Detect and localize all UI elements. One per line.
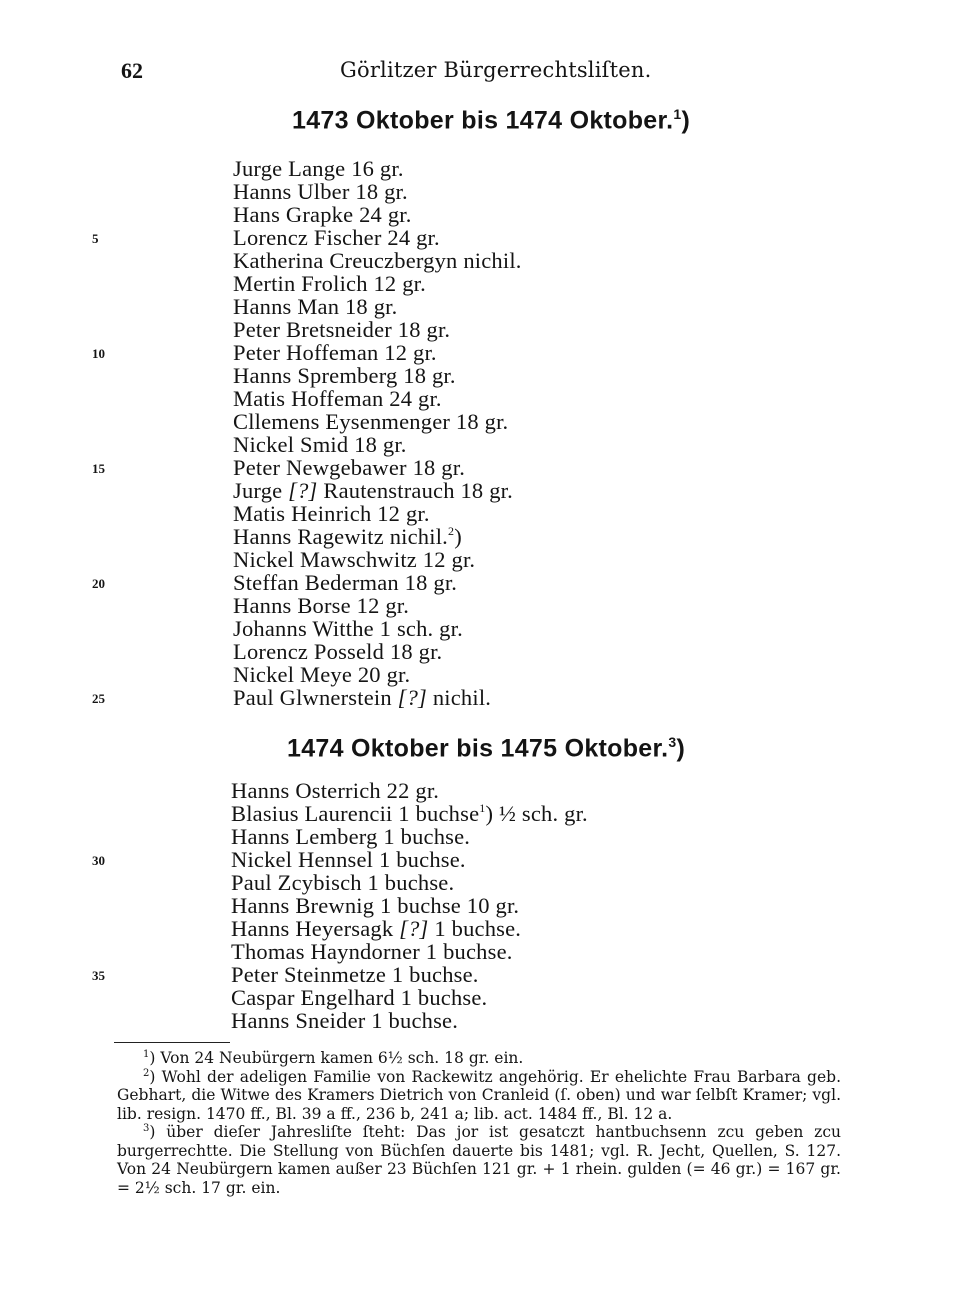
entry-text: Nickel Hennsel 1 buchse. (231, 847, 466, 872)
list-item (233, 387, 522, 410)
entry-text: ) (454, 524, 462, 549)
entry-text: Hanns Osterrich 22 gr. (231, 778, 440, 803)
list-item (233, 318, 522, 341)
list-item (233, 364, 522, 387)
footnotes (117, 1049, 841, 1197)
footnote-text: über dieſer Jahresliſte ſteht: Das jor ist gesatczt hantbuchsenn zcu geben zcu burgerrechtte. Die Stellung von Büchſen dauerte bis 1481; vgl. R. Jecht, Quellen, S. 127. Von 24 Neubürgern kamen außer 23 Büchſen 121 gr. + 1 rhein. gulden (= 46 gr.) = 167 gr. = 2½ sch. 17 gr. ein. (117, 1123, 841, 1197)
list-item (231, 871, 588, 894)
entry-text: Mertin Frolich 12 gr. (233, 271, 426, 296)
entry-text: nichil. (427, 685, 492, 710)
entry-text: Paul Glwnerstein (233, 685, 398, 710)
footnote-rule (114, 1042, 230, 1043)
footnote-mark: 1 (143, 1049, 150, 1060)
page-number: 62 (121, 58, 143, 83)
entry-list-1474 (231, 779, 588, 1032)
entry-text: Hanns Spremberg 18 gr. (233, 363, 456, 388)
entry-text: Hanns Ragewitz nichil. (233, 524, 448, 549)
line-number: 35 (92, 968, 105, 983)
list-item (231, 802, 588, 825)
footnote-paren: ) (149, 1049, 161, 1067)
entry-text: Hanns Man 18 gr. (233, 294, 398, 319)
section-title-text: 1473 Oktober bis 1474 Oktober. (292, 106, 674, 135)
entry-text: Hanns Lemberg 1 buchse. (231, 824, 471, 849)
entry-text: Hanns Sneider 1 buchse. (231, 1008, 459, 1033)
list-item (231, 940, 588, 963)
footnote-ref: 3 (668, 734, 677, 750)
entry-text: ) ½ sch. gr. (485, 801, 588, 826)
entry-text: Caspar Engelhard 1 buchse. (231, 985, 488, 1010)
list-item (233, 157, 522, 180)
entry-text: Hanns Heyersagk (231, 916, 400, 941)
list-item (233, 640, 522, 663)
entry-text: Rautenstrauch 18 gr. (317, 478, 513, 503)
entry-text: Nickel Meye 20 gr. (233, 662, 411, 687)
entry-text: Blasius Laurencii 1 buchse (231, 801, 480, 826)
entry-text: Jurge (233, 478, 289, 503)
list-item (233, 433, 522, 456)
list-item (233, 594, 522, 617)
footnote-paren: ) (149, 1123, 167, 1141)
entry-text: Peter Bretsneider 18 gr. (233, 317, 451, 342)
entry-text: Matis Hoffeman 24 gr. (233, 386, 442, 411)
entry-text: Paul Zcybisch 1 buchse. (231, 870, 455, 895)
uncertain-mark: [?] (288, 478, 318, 503)
footnote-ref: 2 (447, 524, 455, 538)
uncertain-mark: [?] (399, 916, 429, 941)
list-item (233, 203, 522, 226)
entry-text: Steffan Bederman 18 gr. (233, 570, 458, 595)
entry-text: Katherina Creuczbergyn nichil. (233, 248, 522, 273)
list-item (233, 617, 522, 640)
running-title: Görlitzer Bürgerrechtsliſten. (340, 58, 652, 82)
list-item (233, 548, 522, 571)
entry-text: Nickel Smid 18 gr. (233, 432, 407, 457)
uncertain-mark: [?] (397, 685, 427, 710)
footnote-ref: 1 (673, 106, 682, 122)
entry-text: Hanns Brewnig 1 buchse 10 gr. (231, 893, 520, 918)
list-item (231, 986, 588, 1009)
list-item (233, 410, 522, 433)
list-item (233, 180, 522, 203)
footnote (117, 1068, 841, 1124)
footnote-text: Von 24 Neubürgern kamen 6½ sch. 18 gr. ein. (160, 1049, 524, 1067)
list-item (233, 249, 522, 272)
line-number: 25 (92, 691, 105, 706)
footnote-ref: 1 (479, 801, 486, 815)
entry-list-1473 (233, 157, 522, 709)
list-item (233, 571, 522, 594)
footnote (117, 1049, 841, 1068)
list-item (233, 341, 522, 364)
list-item (233, 456, 522, 479)
footnote-text: Wohl der adeligen Familie von Rackewitz angehörig. Er ehelichte Frau Barbara geb. Gebhart, die Witwe des Kramers Dietrich von Cranleid (ſ. oben) und war ſelbſt Kramer; vgl. lib. resign. 1470 ff., Bl. 39 a ff., 236 b, 241 a; lib. act. 1484 ff., Bl. 12 a. (117, 1067, 842, 1123)
list-item (233, 686, 522, 709)
entry-text: Matis Heinrich 12 gr. (233, 501, 430, 526)
list-item (233, 502, 522, 525)
list-item (231, 917, 588, 940)
entry-text: Peter Newgebawer 18 gr. (233, 455, 466, 480)
entry-text: Peter Hoffeman 12 gr. (233, 340, 437, 365)
list-item (233, 226, 522, 249)
section-title-text: 1474 Oktober bis 1475 Oktober. (287, 734, 669, 763)
section-title-1474: 1474 Oktober bis 1475 Oktober.$^3$) (287, 734, 686, 763)
entry-text: Jurge Lange 16 gr. (233, 156, 404, 181)
list-item (233, 272, 522, 295)
list-item (231, 1009, 588, 1032)
line-number: 20 (92, 576, 105, 591)
entry-text: Lorencz Posseld 18 gr. (233, 639, 443, 664)
entry-text: Thomas Hayndorner 1 buchse. (231, 939, 513, 964)
list-item (233, 295, 522, 318)
list-item (231, 848, 588, 871)
line-number: 15 (92, 461, 105, 476)
entry-text: Cllemens Eysenmenger 18 gr. (233, 409, 509, 434)
list-item (231, 894, 588, 917)
entry-text: Nickel Mawschwitz 12 gr. (233, 547, 476, 572)
footnote-mark: 2 (143, 1067, 150, 1079)
entry-text: Lorencz Fischer 24 gr. (233, 225, 440, 250)
list-item (233, 525, 522, 548)
footnote (117, 1123, 841, 1197)
entry-text: Johanns Witthe 1 sch. gr. (233, 616, 463, 641)
entry-text: Peter Steinmetze 1 buchse. (231, 962, 479, 987)
line-number: 5 (92, 231, 99, 246)
entry-text: Hanns Borse 12 gr. (233, 593, 410, 618)
footnote-mark: 3 (143, 1123, 150, 1134)
line-number: 10 (92, 346, 105, 361)
footnote-paren: ) (149, 1067, 162, 1086)
list-item (231, 825, 588, 848)
list-item (233, 479, 522, 502)
section-title-1473: 1473 Oktober bis 1474 Oktober.$^1$) (292, 106, 691, 135)
line-number: 30 (92, 853, 105, 868)
entry-text: Hans Grapke 24 gr. (233, 202, 412, 227)
entry-text: Hanns Ulber 18 gr. (233, 179, 408, 204)
entry-text: 1 buchse. (428, 916, 522, 941)
list-item (233, 663, 522, 686)
list-item (231, 779, 588, 802)
list-item (231, 963, 588, 986)
